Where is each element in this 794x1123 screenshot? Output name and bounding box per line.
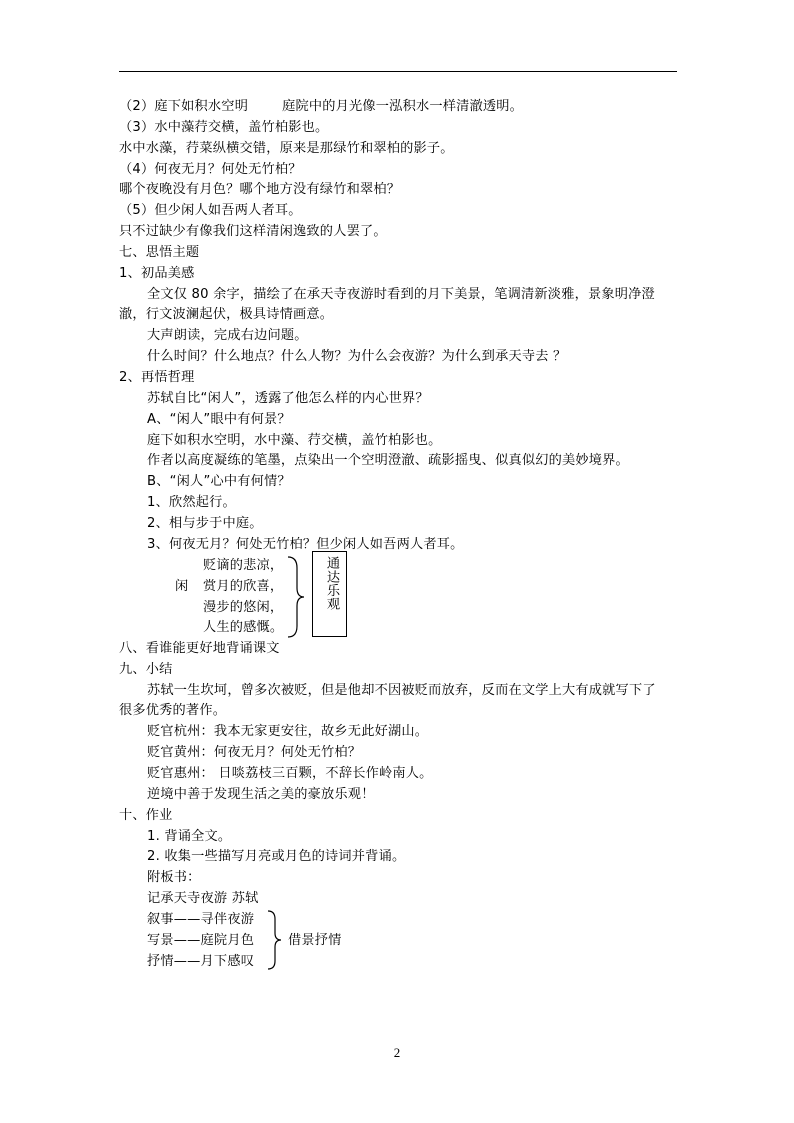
text-line: 庭下如积水空明，水中藻、荇交横，盖竹柏影也。 bbox=[147, 433, 442, 448]
xian-item: 人生的感慨。 bbox=[203, 620, 284, 635]
text-line: 苏轼自比“闲人”，透露了他怎么样的内心世界？ bbox=[147, 391, 429, 406]
text-line: A、“闲人”眼中有何景？ bbox=[147, 412, 291, 427]
xian-item: 赏月的欣喜， bbox=[203, 579, 284, 594]
text-line: 附板书： bbox=[147, 870, 201, 885]
text-line: 贬官惠州： 日啖荔枝三百颗，不辞长作岭南人。 bbox=[147, 766, 433, 781]
text-line: 什么时间？什么地点？什么人物？为什么会夜游？为什么到承天寺去 ？ bbox=[147, 349, 567, 364]
conclusion-box bbox=[312, 551, 347, 637]
text-line: 大声朗读，完成右边问题。 bbox=[147, 328, 308, 343]
text-line: 水中水藻，荇菜纵横交错，原来是那绿竹和翠柏的影子。 bbox=[119, 141, 454, 156]
page-number: 2 bbox=[393, 1045, 401, 1060]
xian-item: 漫步的悠闲， bbox=[203, 600, 284, 615]
paragraph-line: 很多优秀的著作。 bbox=[119, 703, 227, 718]
section-heading: 七、思悟主题 bbox=[119, 245, 200, 260]
board-item: 写景——庭院月色 bbox=[147, 933, 255, 948]
text-line: （4）何夜无月？何处无竹柏？ bbox=[119, 162, 302, 177]
paragraph-line: 苏轼一生坎坷，曾多次被贬，但是他却不因被贬而放弃，反而在文学上大有成就写下了 bbox=[147, 683, 656, 698]
board-item: 抒情——月下感叹 bbox=[147, 954, 255, 969]
text-line: 2、相与步于中庭。 bbox=[147, 516, 263, 531]
text-line: 作者以高度凝练的笔墨，点染出一个空明澄澈、疏影摇曳、似真似幻的美妙境界。 bbox=[147, 453, 629, 468]
text-line: 1、欣然起行。 bbox=[147, 495, 236, 510]
text-line: 2. 收集一些描写月亮或月色的诗词并背诵。 bbox=[147, 849, 406, 864]
xian-char: 闲 bbox=[175, 579, 189, 594]
section-heading: 八、看谁能更好地背诵课文 bbox=[119, 641, 280, 656]
text-line: （3）水中藻荇交横，盖竹柏影也。 bbox=[119, 120, 329, 135]
conclusion-text: 通达乐观 bbox=[324, 556, 339, 611]
text-line: 贬官杭州：我本无家更安往，故乡无此好湖山。 bbox=[147, 724, 429, 739]
subsection-heading: 1、初品美感 bbox=[119, 266, 195, 281]
paragraph-line: 澈，行文波澜起伏，极具诗情画意。 bbox=[119, 307, 334, 322]
text-line: 1. 背诵全文。 bbox=[147, 829, 232, 844]
section-heading: 十、作业 bbox=[119, 808, 173, 823]
text-line: （5）但少闲人如吾两人者耳。 bbox=[119, 203, 302, 218]
board-result: 借景抒情 bbox=[288, 933, 342, 948]
section-heading: 九、小结 bbox=[119, 662, 173, 677]
header-rule bbox=[119, 71, 677, 72]
paragraph-line: 全文仅 80 余字，描绘了在承天寺夜游时看到的月下美景，笔调清新淡雅，景象明净澄 bbox=[147, 287, 655, 302]
xian-item: 贬谪的悲凉， bbox=[203, 558, 284, 573]
right-brace-icon bbox=[265, 909, 285, 971]
board-item: 叙事——寻伴夜游 bbox=[147, 912, 255, 927]
text-line: 3、何夜无月？何处无竹柏？但少闲人如吾两人者耳。 bbox=[147, 537, 464, 552]
board-title: 记承天寺夜游 苏轼 bbox=[147, 891, 259, 906]
subsection-heading: 2、再悟哲理 bbox=[119, 370, 195, 385]
text-line: （2）庭下如积水空明 庭院中的月光像一泓积水一样清澈透明。 bbox=[119, 99, 524, 114]
right-brace-icon bbox=[285, 555, 307, 639]
text-line: 逆境中善于发现生活之美的豪放乐观！ bbox=[147, 787, 375, 802]
text-line: B、“闲人”心中有何情？ bbox=[147, 474, 291, 489]
text-line: 只不过缺少有像我们这样清闲逸致的人罢了。 bbox=[119, 224, 387, 239]
text-line: 贬官黄州：何夜无月？何处无竹柏？ bbox=[147, 745, 362, 760]
text-line: 哪个夜晚没有月色？哪个地方没有绿竹和翠柏？ bbox=[119, 182, 401, 197]
